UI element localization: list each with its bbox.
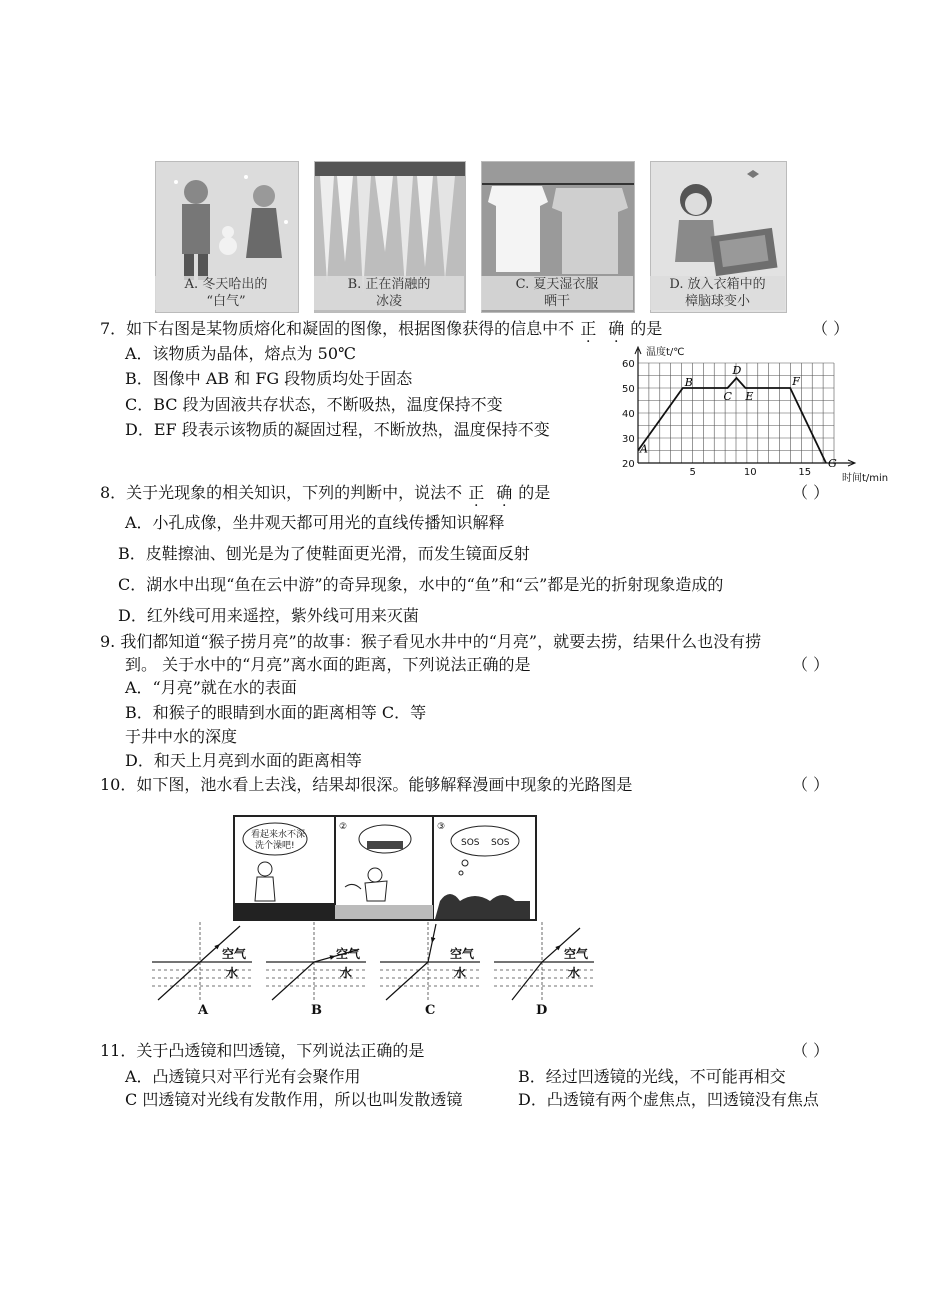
- q9-option-b: B．和猴子的眼睛到水面的距离相等 C．等: [125, 703, 427, 722]
- point-label: E: [745, 390, 754, 403]
- q8-stem-end: 的是: [518, 483, 551, 502]
- light-ray: [512, 928, 580, 1000]
- light-path-diagram-d: [494, 922, 594, 1000]
- caption-line: 晒干: [543, 294, 570, 309]
- melting-curve-chart: [612, 343, 897, 483]
- q8-option-b: B．皮鞋擦油、刨光是为了使鞋面更光滑，而发生镜面反射: [118, 544, 530, 563]
- y-tick-label: 30: [622, 434, 635, 445]
- diagram-c-label: C: [425, 1003, 436, 1018]
- q9-answer-paren[interactable]: （ ）: [792, 655, 830, 674]
- diagram-b-label: B: [311, 1003, 322, 1018]
- q7-option-d: D．EF 段表示该物质的凝固过程，不断放热，温度保持不变: [125, 420, 550, 439]
- water-label: 水: [226, 966, 239, 980]
- q8-answer-paren[interactable]: （ ）: [792, 483, 830, 502]
- q9-option-a: A．“月亮”就在水的表面: [125, 678, 297, 697]
- ray-arrow: [330, 955, 336, 960]
- chart-x-label: 时间t/min: [842, 473, 889, 483]
- x-tick-label: 10: [743, 467, 757, 478]
- q11-option-a: A．凸透镜只对平行光有会聚作用: [125, 1067, 361, 1086]
- q8-option-a: A．小孔成像，坐井观天都可用光的直线传播知识解释: [125, 513, 505, 532]
- q10-answer-paren[interactable]: （ ）: [792, 775, 830, 794]
- point-label: G: [828, 457, 837, 470]
- picture-b-caption: [314, 276, 464, 310]
- air-label: 空气: [222, 947, 247, 961]
- diagram-a-label: A: [198, 1003, 209, 1018]
- chart-y-label: 温度t/℃: [646, 347, 685, 358]
- chart-axes: [635, 347, 855, 466]
- light-path-diagram-b: [266, 922, 366, 1000]
- y-tick-label: 20: [622, 459, 635, 470]
- caption-line: 樟脑球变小: [684, 294, 750, 309]
- cartoon-sos-1: SOS: [461, 838, 480, 848]
- point-label: C: [723, 390, 732, 403]
- light-path-diagram-c: [380, 922, 480, 1000]
- q11-stem: 11．关于凸透镜和凹透镜，下列说法正确的是: [100, 1041, 425, 1060]
- x-tick-label: 15: [798, 467, 812, 478]
- q7-emph-char: 确: [608, 319, 625, 338]
- x-tick-label: 5: [689, 467, 696, 478]
- caption-line: 冰凌: [375, 294, 402, 309]
- q7-option-c: C．BC 段为固液共存状态，不断吸热，温度保持不变: [125, 395, 503, 414]
- y-tick-label: 60: [622, 359, 635, 370]
- air-label: 空气: [336, 947, 361, 961]
- water-label: 水: [568, 966, 581, 980]
- q11-option-d: D．凸透镜有两个虚焦点，凹透镜没有焦点: [518, 1090, 819, 1109]
- air-label: 空气: [450, 947, 475, 961]
- q8-stem: [100, 482, 550, 504]
- q7-stem-end: 的是: [630, 319, 663, 338]
- picture-d-caption: [650, 276, 785, 310]
- picture-c-caption: [481, 276, 633, 310]
- q7-stem-text: 7．如下右图是某物质熔化和凝固的图像，根据图像获得的信息中不: [100, 319, 575, 338]
- q7-stem: [100, 318, 662, 340]
- q9-stem-line2: 到。 关于水中的“月亮”离水面的距离，下列说法正确的是: [125, 655, 531, 674]
- water-label: 水: [454, 966, 467, 980]
- q8-option-d: D．红外线可用来遥控，紫外线可用来灭菌: [118, 606, 419, 625]
- q8-emph-char: 确: [496, 483, 513, 502]
- water-label: 水: [340, 966, 353, 980]
- q11-option-b: B．经过凹透镜的光线，不可能再相交: [518, 1067, 786, 1086]
- q9-option-d: D．和天上月亮到水面的距离相等: [125, 751, 362, 770]
- point-label: B: [684, 376, 693, 389]
- diagram-d-label: D: [536, 1003, 548, 1018]
- q8-stem-text: 8．关于光现象的相关知识，下列的判断中，说法不: [100, 483, 463, 502]
- air-label: 空气: [564, 947, 589, 961]
- light-path-diagram-a: [152, 922, 252, 1000]
- q11-option-c: C 凹透镜对光线有发散作用，所以也叫发散透镜: [125, 1090, 463, 1109]
- cartoon-sos-2: SOS: [491, 838, 510, 848]
- cartoon-strip: [233, 815, 537, 921]
- cartoon-panel-number-2: ②: [339, 822, 348, 832]
- q7-answer-paren[interactable]: （ ）: [812, 319, 850, 338]
- picture-a-caption: [155, 276, 297, 310]
- chart-ticks: [622, 359, 811, 478]
- light-ray: [158, 926, 240, 1000]
- caption-line: A. 冬天哈出的: [184, 277, 268, 292]
- point-label: A: [640, 442, 648, 456]
- q7-option-a: A．该物质为晶体，熔点为 50℃: [125, 344, 356, 363]
- caption-line: D. 放入衣箱中的: [669, 277, 766, 292]
- caption-line: “白气”: [206, 294, 246, 309]
- y-tick-label: 40: [622, 409, 635, 420]
- q9-option-b-cont: 于井中水的深度: [125, 727, 238, 746]
- cartoon-bubble-line2: 洗个澡吧!: [255, 841, 295, 851]
- q9-stem-line1: 9. 我们都知道“猴子捞月亮”的故事：猴子看见水井中的“月亮”，就要去捞，结果什么也没有捞: [100, 632, 762, 651]
- q10-stem: 10．如下图，池水看上去浅，结果却很深。能够解释漫画中现象的光路图是: [100, 775, 633, 794]
- cartoon-panel-number-3: ③: [437, 822, 446, 832]
- caption-line: B. 正在消融的: [347, 277, 431, 292]
- q8-option-c: C．湖水中出现“鱼在云中游”的奇异现象，水中的“鱼”和“云”都是光的折射现象造成的: [118, 575, 724, 594]
- q7-option-b: B．图像中 AB 和 FG 段物质均处于固态: [125, 369, 413, 388]
- q7-emph-char: 正: [580, 319, 597, 338]
- cartoon-bubble-line1: 看起来水不深: [251, 830, 306, 840]
- q8-emph-char: 正: [468, 483, 485, 502]
- ray-arrow: [431, 937, 436, 943]
- diagram-labels: [148, 1003, 618, 1023]
- caption-line: C. 夏天湿衣服: [515, 277, 599, 292]
- y-tick-label: 50: [622, 384, 635, 395]
- point-label: F: [792, 375, 800, 388]
- q11-answer-paren[interactable]: （ ）: [792, 1041, 830, 1060]
- point-label: D: [732, 364, 742, 377]
